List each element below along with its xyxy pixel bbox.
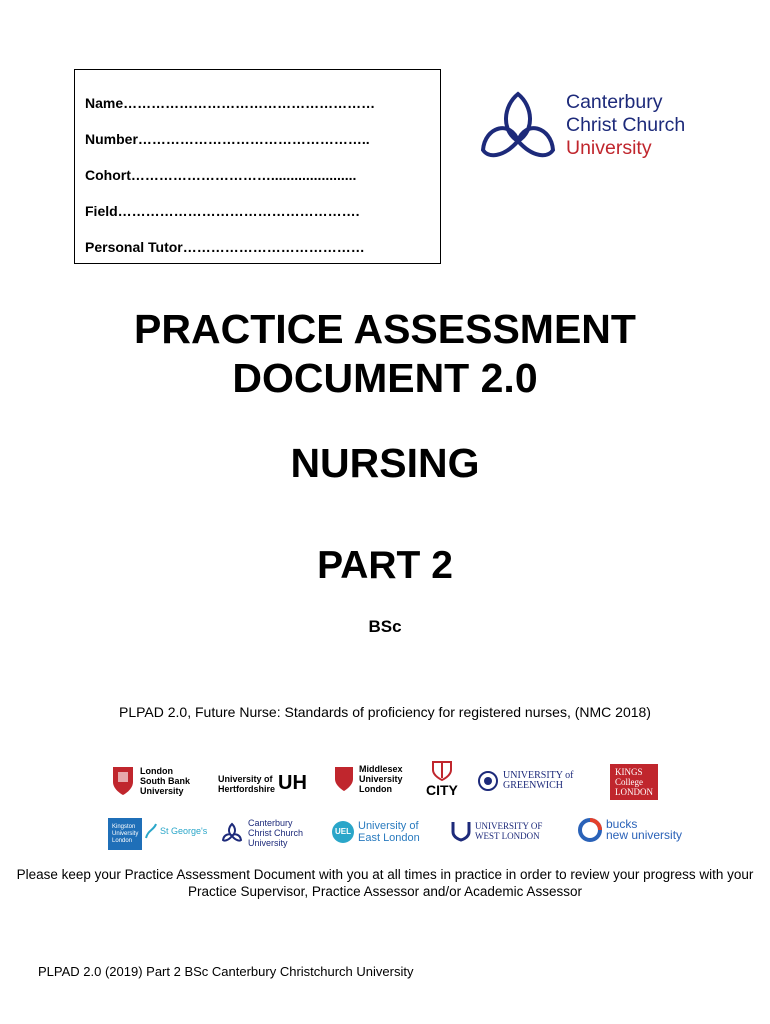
partner-name: KINGS College LONDON (615, 767, 653, 797)
award-title: BSc (368, 617, 402, 636)
uwl-logo-icon (451, 820, 471, 842)
partner-name: St George's (160, 826, 208, 836)
partner-name: University of Hertfordshire (218, 773, 276, 794)
title-line-2: DOCUMENT 2.0 (232, 355, 538, 401)
partner-name: bucks new university (606, 817, 683, 842)
partner-logo-bucks (578, 818, 682, 842)
st-georges-logo-icon (144, 822, 158, 840)
uh-logo-icon: UH (278, 772, 307, 794)
partner-name: UNIVERSITY OF WEST LONDON (475, 821, 543, 841)
partner-logo-kings (610, 764, 658, 800)
notice-text: Please keep your Practice Assessment Document with you at all times in practice in order to review your progress with your Practice Supervisor, Practice Assessor and/or Academic Assessor (16, 867, 754, 899)
university-emblem-icon (473, 86, 563, 166)
partner-logo-middlesex (333, 764, 403, 794)
partner-name: UNIVERSITY of GREENWICH (503, 770, 574, 791)
number-field[interactable]: Number………………………………………….. (85, 131, 370, 147)
partner-logo-uel (332, 820, 420, 844)
partner-logos (100, 756, 683, 856)
partner-logo-hertfordshire (218, 772, 307, 795)
partner-name: University of East London (358, 820, 420, 844)
practice-notice (0, 866, 770, 900)
standards-line: PLPAD 2.0, Future Nurse: Standards of proficiency for registered nurses, (NMC 2018) (119, 704, 651, 720)
name-field[interactable]: Name……………………………………………… (85, 95, 376, 111)
lsbu-crest-icon (110, 764, 136, 798)
partner-name: London South Bank University (140, 766, 191, 796)
partner-logo-lsbu (110, 764, 190, 798)
field-field[interactable]: Field……………………………………………. (85, 203, 360, 219)
city-crest-icon (431, 760, 453, 782)
partner-logo-ccc (220, 818, 303, 848)
logo-line-university: University (566, 137, 652, 159)
title-line-1: PRACTICE ASSESSMENT (134, 306, 636, 352)
partner-name: CITY (426, 782, 458, 798)
personal-tutor-field[interactable]: Personal Tutor………………………………… (85, 239, 365, 255)
discipline-title: NURSING (290, 440, 480, 486)
middlesex-shield-icon (333, 765, 355, 793)
ccc-logo-icon (220, 821, 244, 845)
partner-logo-greenwich (477, 770, 573, 792)
bucks-logo-icon (578, 818, 602, 842)
uel-logo-icon: UEL (332, 821, 354, 843)
university-logo (473, 86, 733, 166)
partner-logo-kingston (108, 818, 142, 850)
partner-logo-city (426, 760, 458, 798)
page-footer: PLPAD 2.0 (2019) Part 2 BSc Canterbury Christchurch University (38, 964, 414, 979)
cohort-field[interactable]: Cohort…………………………...................... (85, 167, 357, 183)
partner-logo-st-georges (144, 822, 207, 840)
partner-name: Canterbury Christ Church University (248, 818, 304, 848)
logo-line-canterbury: Canterbury (566, 91, 663, 113)
partner-name: Kingston University London (112, 823, 139, 844)
part-title: PART 2 (317, 544, 453, 587)
partner-name: Middlesex University London (359, 764, 403, 794)
greenwich-emblem-icon (477, 770, 499, 792)
partner-logo-uwl (451, 820, 542, 842)
logo-line-christ-church: Christ Church (566, 114, 686, 136)
student-details-box (74, 69, 441, 264)
